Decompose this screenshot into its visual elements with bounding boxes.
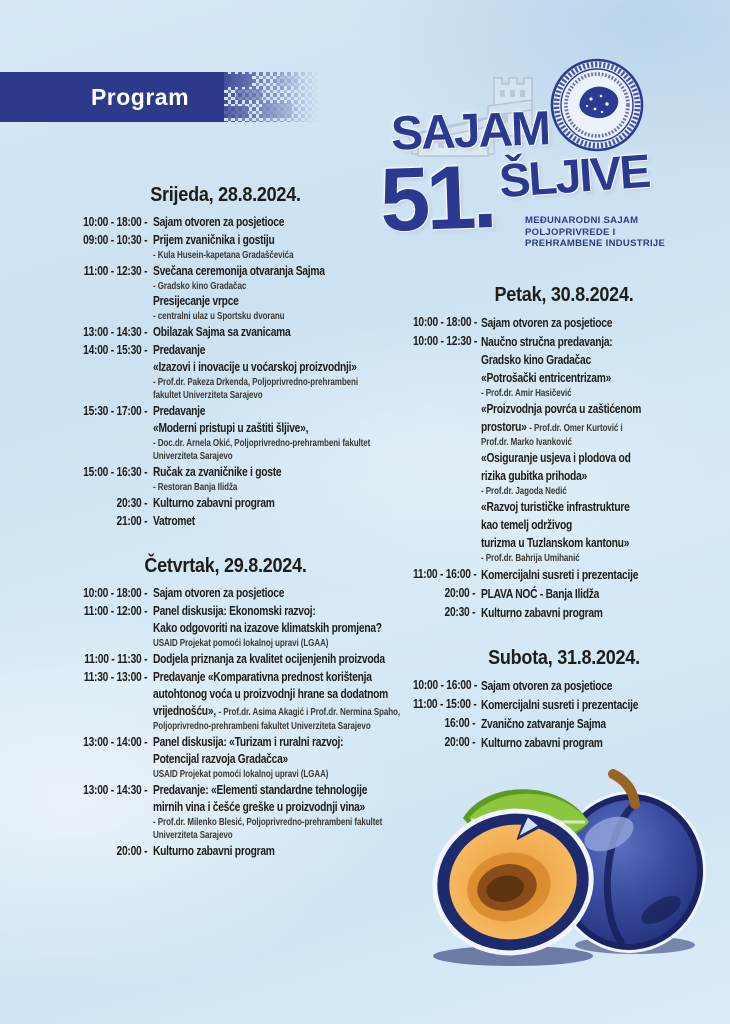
entry-line-text: Predavanje «Komparativna prednost korištenja	[153, 670, 372, 684]
program-banner	[0, 72, 320, 122]
entry-line	[153, 637, 350, 650]
entry-line	[481, 449, 685, 467]
entry-line-text: Kulturno zabavni program	[153, 844, 275, 858]
entry-line	[153, 585, 350, 602]
entry-description	[153, 782, 393, 842]
entry-time: 10:00 - 18:00 -	[83, 586, 148, 600]
entry-description	[481, 677, 730, 695]
entry-line-text: Panel diskusija: «Turizam i ruralni razvoj:	[153, 735, 344, 749]
entry-line-text: Komercijalni susreti i prezentacije	[481, 698, 639, 712]
entry-line-text: - Restoran Banja Ilidža	[153, 482, 238, 493]
entry-line	[481, 604, 685, 622]
entry-line	[481, 387, 685, 400]
entry-line	[153, 816, 383, 829]
entry-time: 13:00 - 14:30 -	[83, 325, 148, 339]
schedule-entry	[58, 843, 393, 860]
entry-line	[153, 620, 382, 637]
entry-line-text: vrijednošću»,	[153, 704, 219, 718]
entry-line	[481, 677, 685, 695]
entry-line	[481, 516, 685, 534]
entry-line	[153, 799, 365, 816]
entry-line-text: Sajam otvoren za posjetioce	[481, 316, 613, 330]
day-section	[398, 646, 730, 752]
day-title: Četvrtak, 29.8.2024.	[144, 554, 307, 577]
day-section	[398, 283, 730, 622]
entry-line-text: Komercijalni susreti i prezentacije	[481, 568, 639, 582]
entry-line-text: Presijecanje vrpce	[153, 294, 239, 308]
entry-line-text: USAID Projekat pomoći lokalnoj upravi (LGAA)	[153, 638, 329, 649]
entry-line	[481, 498, 685, 516]
schedule-entry	[398, 333, 730, 565]
entry-line-text: PLAVA NOĆ - Banja Ilidža	[481, 587, 600, 601]
entry-line-text: Potencijal razvoja Gradačca»	[153, 752, 288, 766]
entry-time: 15:00 - 16:30 -	[83, 465, 148, 479]
schedule-entry	[58, 464, 393, 494]
entry-line-text: - Prof.dr. Pakeza Drkenda, Poljoprivredno-prehrambeni	[153, 377, 359, 388]
entry-line	[481, 333, 685, 351]
fair-seal-icon	[549, 57, 645, 153]
entry-time: 20:00 -	[116, 844, 148, 858]
schedule-entry	[58, 734, 393, 781]
entry-line	[153, 686, 389, 703]
entry-line	[481, 485, 685, 498]
schedule-entry	[398, 314, 730, 332]
entry-line-text: «Razvoj turističke infrastrukture	[481, 500, 630, 514]
entry-time: 11:00 - 12:00 -	[83, 604, 148, 618]
logo-sljive-text: ŠLJIVE	[497, 143, 651, 208]
entry-time: 10:00 - 12:30 -	[412, 334, 478, 348]
entry-line	[153, 843, 350, 860]
entry-line-text: kao temelj održivog	[481, 518, 573, 532]
entry-line	[481, 400, 685, 418]
schedule-entry	[58, 232, 393, 262]
entry-line	[153, 359, 357, 376]
schedule-entry	[58, 324, 393, 341]
entry-line-text: Sajam otvoren za posjetioce	[153, 215, 285, 229]
entry-line	[153, 293, 350, 310]
entry-line-text: - Prof.dr. Bahrija Umihanić	[481, 553, 580, 564]
entry-line	[153, 603, 350, 620]
entry-line	[153, 450, 350, 463]
schedule-entry	[58, 513, 393, 530]
entry-description	[153, 585, 393, 602]
entry-time: 13:00 - 14:30 -	[83, 783, 148, 797]
entry-line	[153, 389, 350, 402]
entry-line	[481, 351, 685, 369]
entry-line	[481, 734, 685, 752]
entry-line-text: Sajam otvoren za posjetioce	[481, 679, 613, 693]
entry-line	[153, 420, 350, 437]
entry-line-text: Ručak za zvaničnike i goste	[153, 465, 282, 479]
entry-line-text: Vatromet	[153, 514, 195, 528]
entry-time: 09:00 - 10:30 -	[83, 233, 148, 247]
schedule-entry	[398, 566, 730, 584]
entry-line	[153, 280, 350, 293]
entry-line-text: Predavanje: «Elementi standardne tehnologije	[153, 783, 368, 797]
entry-line	[481, 369, 685, 387]
entry-description	[153, 669, 401, 733]
schedule-column-left	[58, 183, 401, 861]
entry-line-text: turizma u Tuzlanskom kantonu»	[481, 536, 630, 550]
entry-line-text: Predavanje	[153, 404, 206, 418]
entry-time: 14:00 - 15:30 -	[83, 343, 148, 357]
schedule-entry	[58, 603, 393, 650]
entry-description	[481, 696, 730, 714]
entry-line	[153, 703, 401, 720]
entry-description	[153, 342, 393, 402]
entry-line-text: Kako odgovoriti na izazove klimatskih promjena?	[153, 621, 382, 635]
entry-line	[153, 829, 350, 842]
schedule-entry	[58, 782, 393, 842]
entry-time: 11:00 - 16:00 -	[412, 567, 477, 581]
entry-line	[153, 342, 350, 359]
entry-time: 15:30 - 17:00 -	[83, 404, 148, 418]
entry-line-text: - centralni ulaz u Sportsku dvoranu	[153, 311, 285, 322]
logo-subtitle-line: MEĐUNARODNI SAJAM	[525, 215, 639, 226]
entry-description	[153, 324, 393, 341]
entry-line	[153, 437, 371, 450]
entry-line	[481, 552, 685, 565]
day-title: Srijeda, 28.8.2024.	[150, 183, 301, 206]
schedule-entry	[398, 734, 730, 752]
entry-time: 11:00 - 11:30 -	[84, 652, 148, 666]
entry-time: 20:00 -	[444, 735, 476, 749]
schedule-entry	[398, 715, 730, 733]
entry-line-text: «Izazovi i inovacije u voćarskoj proizvodnji»	[153, 360, 357, 374]
entry-line-text: - Prof.dr. Amir Hasičević	[481, 388, 572, 399]
entry-description	[481, 566, 730, 584]
entry-line-text: Univerziteta Sarajevo	[153, 451, 233, 462]
entry-line	[153, 376, 359, 389]
entry-line	[481, 696, 685, 714]
entry-time: 16:00 -	[444, 716, 476, 730]
entry-line	[481, 715, 685, 733]
entry-line-text: - Gradsko kino Gradačac	[153, 281, 247, 292]
entry-line-text: fakultet Univerziteta Sarajevo	[153, 390, 263, 401]
entry-line	[481, 436, 685, 449]
entry-line-text: autohtonog voća u proizvodnji hrane sa dodatnom	[153, 687, 389, 701]
day-section	[58, 554, 401, 860]
entry-description	[481, 314, 730, 332]
entry-description	[153, 651, 393, 668]
entry-line	[153, 669, 372, 686]
entry-description	[153, 214, 393, 231]
entry-time: 11:30 - 13:00 -	[83, 670, 148, 684]
entry-line	[481, 314, 685, 332]
entry-line	[153, 263, 350, 280]
entry-line-text: mirnih vina i češće greške u proizvodnji vina»	[153, 800, 365, 814]
entry-line	[153, 734, 350, 751]
entry-line	[481, 418, 685, 436]
entry-line-text: - Prof.dr. Milenko Blesić, Poljoprivredno-prehrambeni fakultet	[153, 817, 383, 828]
entry-line	[153, 782, 368, 799]
entry-time: 21:00 -	[116, 514, 148, 528]
entry-line-text: Kulturno zabavni program	[481, 606, 603, 620]
entry-line	[153, 310, 350, 323]
entry-line	[153, 464, 350, 481]
logo-subtitle	[525, 215, 665, 250]
schedule-entry	[398, 604, 730, 622]
entry-time: 10:00 - 18:00 -	[83, 215, 148, 229]
entry-line-text: - Kula Husein-kapetana Gradaščevića	[153, 250, 294, 261]
schedule-entry	[58, 495, 393, 512]
entry-line-text: Obilazak Sajma sa zvanicama	[153, 325, 291, 339]
entry-description	[153, 263, 393, 323]
entry-line-note: - Prof.dr. Asima Akagić i Prof.dr. Nermina Spaho,	[218, 707, 401, 718]
entry-line	[153, 249, 350, 262]
schedule-entry	[58, 669, 401, 733]
entry-line-text: Prijem zvaničnika i gostiju	[153, 233, 275, 247]
entry-line	[153, 720, 371, 733]
schedule-entry	[58, 214, 393, 231]
schedule-entry	[398, 585, 730, 603]
schedule-entry	[58, 585, 393, 602]
entry-time: 11:00 - 12:30 -	[83, 264, 148, 278]
entry-line-text: Kulturno zabavni program	[481, 736, 603, 750]
entry-description	[153, 603, 393, 650]
entry-time: 13:00 - 14:00 -	[83, 735, 148, 749]
entry-line	[153, 481, 350, 494]
schedule-entry	[58, 651, 393, 668]
entry-line-text: «Osiguranje usjeva i plodova od	[481, 451, 631, 465]
entry-description	[153, 232, 393, 262]
entry-line-text: Panel diskusija: Ekonomski razvoj:	[153, 604, 316, 618]
entry-time: 20:00 -	[444, 586, 476, 600]
schedule-entry	[58, 263, 393, 323]
entry-description	[481, 715, 730, 733]
entry-description	[481, 604, 730, 622]
entry-line	[153, 495, 350, 512]
logo-subtitle-line: POLJOPRIVREDE I	[525, 226, 616, 238]
entry-line	[153, 513, 350, 530]
entry-line	[481, 534, 685, 552]
entry-line-text: Predavanje	[153, 343, 206, 357]
entry-line-text: Poljoprivredno-prehrambeni fakultet Univerziteta Sarajevo	[153, 721, 371, 732]
plum-illustration	[413, 760, 718, 978]
entry-line-text: «Potrošački entricentrizam»	[481, 371, 612, 385]
entry-description	[153, 464, 393, 494]
schedule-entry	[58, 342, 393, 402]
entry-time: 10:00 - 16:00 -	[412, 678, 478, 692]
logo-sajam-text: SAJAM	[390, 102, 550, 161]
schedule-entry	[58, 403, 393, 463]
entry-description	[153, 403, 393, 463]
entry-line	[153, 214, 350, 231]
entry-line-text: «Proizvodnja povrća u zaštićenom	[481, 402, 642, 416]
day-title: Subota, 31.8.2024.	[488, 646, 640, 669]
entry-description	[481, 585, 730, 603]
entry-time: 20:30 -	[116, 496, 148, 510]
schedule-column-right	[398, 283, 730, 753]
entry-description	[153, 843, 393, 860]
entry-description	[481, 333, 730, 565]
logo-subtitle-line: PREHRAMBENE INDUSTRIJE	[525, 238, 666, 249]
entry-line	[481, 566, 685, 584]
entry-line-text: Kulturno zabavni program	[153, 496, 275, 510]
entry-description	[481, 734, 730, 752]
entry-line	[481, 585, 685, 603]
entry-line-text: Dodjela priznanja za kvalitet ocijenjenih proizvoda	[153, 652, 385, 666]
entry-time: 11:00 - 15:00 -	[412, 697, 477, 711]
schedule-entry	[398, 677, 730, 695]
entry-time: 20:30 -	[444, 605, 476, 619]
entry-line	[153, 232, 350, 249]
entry-line-note: - Prof.dr. Omer Kurtović i	[529, 423, 623, 434]
day-section	[58, 183, 393, 530]
entry-line	[481, 467, 685, 485]
entry-line-text: Svečana ceremonija otvaranja Sajma	[153, 264, 325, 278]
entry-line-text: Prof.dr. Marko Ivanković	[481, 437, 572, 448]
entry-line-text: prostoru»	[481, 420, 530, 434]
entry-time: 10:00 - 18:00 -	[412, 315, 478, 329]
entry-description	[153, 513, 393, 530]
entry-line	[153, 651, 385, 668]
entry-description	[153, 734, 393, 781]
schedule-entry	[398, 696, 730, 714]
day-title: Petak, 30.8.2024.	[494, 283, 634, 306]
entry-line	[153, 751, 350, 768]
entry-line-text: Gradsko kino Gradačac	[481, 353, 591, 367]
entry-description	[153, 495, 393, 512]
entry-line-text: rizika gubitka prihoda»	[481, 469, 587, 483]
logo-edition-number: 51.	[378, 147, 495, 251]
entry-line	[153, 403, 350, 420]
entry-line-text: «Moderni pristupi u zaštiti šljive»,	[153, 421, 309, 435]
entry-line-text: Univerziteta Sarajevo	[153, 830, 233, 841]
entry-line	[153, 324, 350, 341]
entry-line-text: - Doc.dr. Arnela Okić, Poljoprivredno-prehrambeni fakultet	[153, 438, 371, 449]
entry-line-text: Zvanično zatvaranje Sajma	[481, 717, 606, 731]
entry-line-text: Sajam otvoren za posjetioce	[153, 586, 285, 600]
entry-line-text: Naučno stručna predavanja:	[481, 335, 613, 349]
entry-line-text: USAID Projekat pomoći lokalnoj upravi (LGAA)	[153, 769, 329, 780]
entry-line-text: - Prof.dr. Jagoda Nedić	[481, 486, 567, 497]
entry-line	[153, 768, 350, 781]
program-banner-label: Program	[90, 83, 190, 110]
